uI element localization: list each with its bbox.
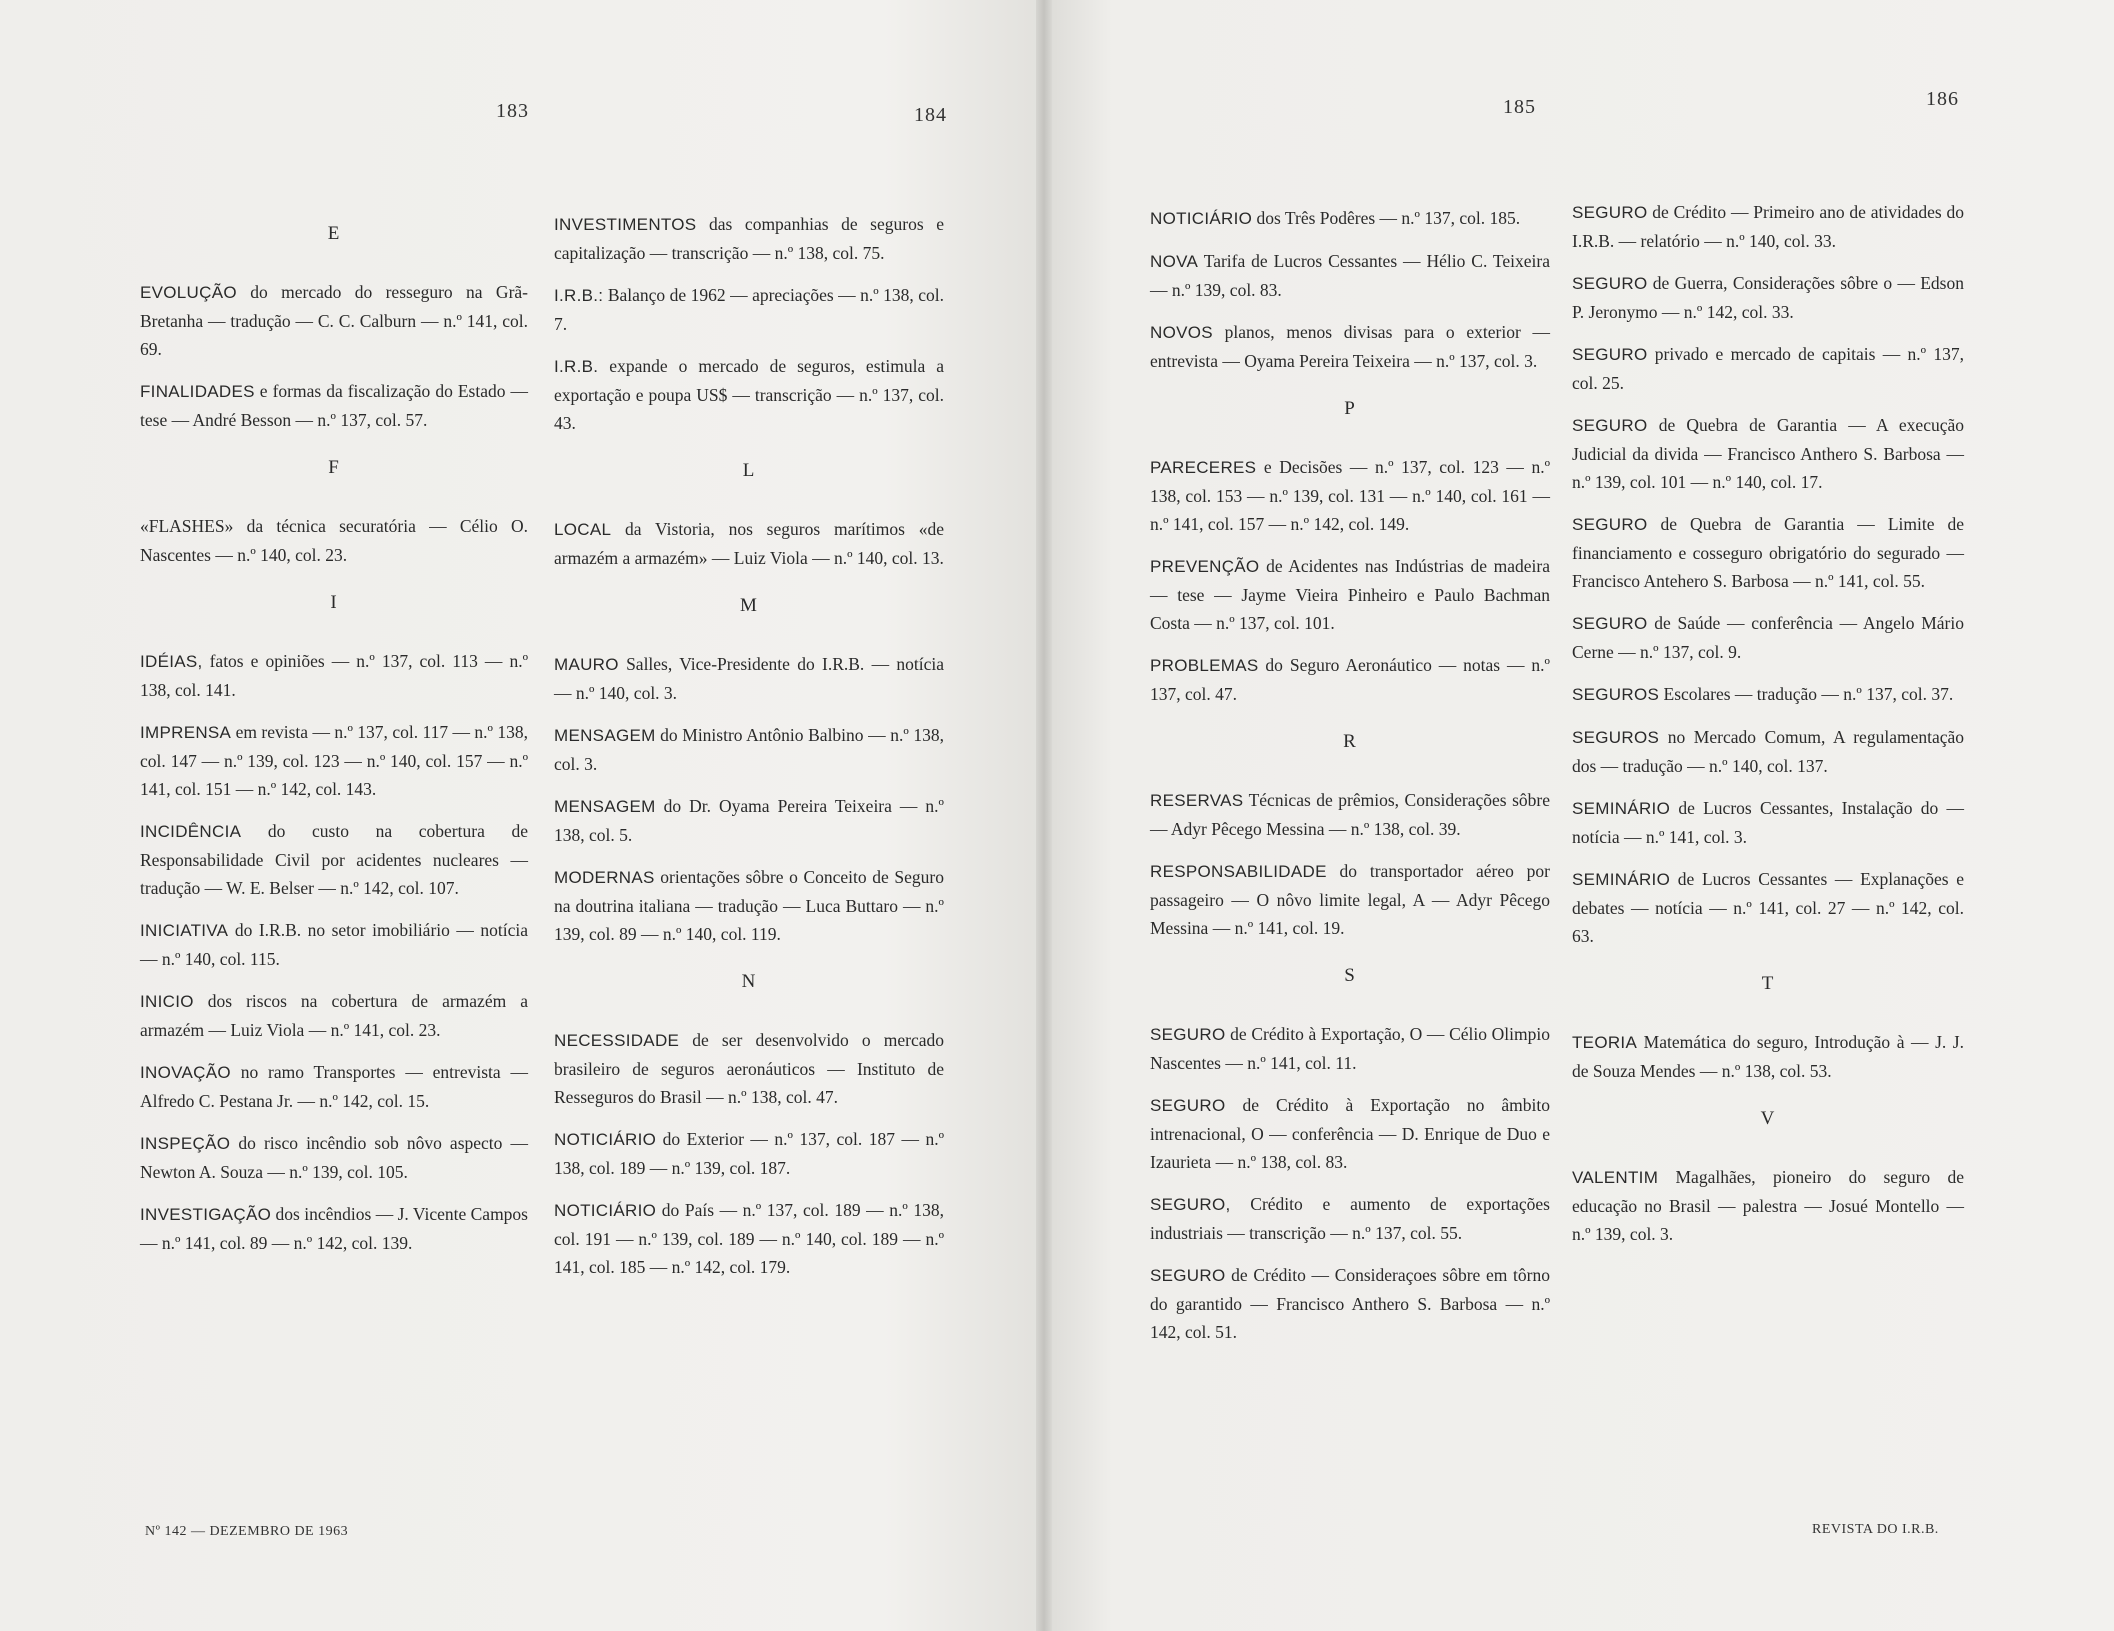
index-entry bbox=[1572, 723, 1964, 780]
entry-text: de Lucros Cessantes — Explanações e debates — notícia — n.º 141, col. 27 — n.º 142, col. 63. bbox=[1572, 869, 1964, 946]
index-entry bbox=[1572, 680, 1964, 709]
entry-text: e formas da fiscalização do Estado — tese — André Besson — n.º 137, col. 57. bbox=[140, 381, 528, 430]
entry-heading: SEMINÁRIO bbox=[1572, 870, 1671, 889]
footer-issue: Nº 142 — DEZEMBRO DE 1963 bbox=[145, 1524, 349, 1539]
entry-text: da Vistoria, nos seguros marítimos «de armazém a armazém» — Luiz Viola — n.º 140, col. 13. bbox=[554, 519, 944, 568]
index-column-3 bbox=[1150, 204, 1550, 1360]
entry-heading: IMPRENSA bbox=[140, 723, 232, 742]
page-number-186: 186 bbox=[1926, 88, 1959, 110]
entry-heading: NOTICIÁRIO bbox=[1150, 209, 1253, 228]
entry-heading: INOVAÇÃO bbox=[140, 1063, 231, 1082]
index-entry bbox=[1572, 269, 1964, 326]
section-letter: M bbox=[740, 595, 758, 616]
entry-text: «FLASHES» da técnica securatória — Célio O. Nascentes — n.º 140, col. 23. bbox=[140, 516, 528, 565]
index-entry bbox=[1572, 1028, 1964, 1085]
section-letter: V bbox=[1760, 1108, 1776, 1129]
entry-heading: RESPONSABILIDADE bbox=[1150, 862, 1327, 881]
entry-text: do custo na cobertura de Responsabilidade Civil por acidentes nucleares — tradução — W. E. Belser — n.º 142, col. 107. bbox=[140, 821, 528, 898]
index-entry bbox=[1150, 1091, 1550, 1176]
entry-heading: MENSAGEM bbox=[554, 797, 656, 816]
index-entry bbox=[1150, 453, 1550, 538]
entry-text: e Decisões — n.º 137, col. 123 — n.º 138, col. 153 — n.º 139, col. 131 — n.º 140, col. 161 — n.º 141, col. 157 — n.º 142, col. 149. bbox=[1150, 457, 1550, 534]
entry-text: planos, menos divisas para o exterior — entrevista — Oyama Pereira Teixeira — n.º 137, col. 3. bbox=[1150, 322, 1550, 371]
entry-text: no Mercado Comum, A regulamentação dos — tradução — n.º 140, col. 137. bbox=[1572, 727, 1964, 776]
entry-heading: INVESTIGAÇÃO bbox=[140, 1205, 272, 1224]
index-entry bbox=[140, 987, 528, 1044]
index-entry bbox=[1150, 786, 1550, 843]
entry-heading: NOTICIÁRIO bbox=[554, 1130, 657, 1149]
entry-heading: MAURO bbox=[554, 655, 619, 674]
section-letter: N bbox=[741, 971, 757, 992]
index-entry bbox=[554, 863, 944, 948]
index-entry bbox=[1150, 552, 1550, 637]
entry-heading: FINALIDADES bbox=[140, 382, 255, 401]
index-entry bbox=[554, 650, 944, 707]
entry-text: do I.R.B. no setor imobiliário — notícia — n.º 140, col. 115. bbox=[140, 920, 528, 969]
entry-heading: IDÉIAS, bbox=[140, 652, 203, 671]
index-entry bbox=[1572, 609, 1964, 666]
index-entry bbox=[1150, 857, 1550, 942]
section-letter: T bbox=[1761, 973, 1775, 994]
entry-text: Tarifa de Lucros Cessantes — Hélio C. Teixeira — n.º 139, col. 83. bbox=[1150, 251, 1550, 300]
entry-text: de ser desenvolvido o mercado brasileiro de seguros aeronáuticos — Instituto de Resseguros do Brasil — n.º 138, col. 47. bbox=[554, 1030, 944, 1107]
index-entry bbox=[140, 1200, 528, 1257]
entry-text: privado e mercado de capitais — n.º 137, col. 25. bbox=[1572, 344, 1964, 393]
entry-text: no ramo Transportes — entrevista — Alfredo C. Pestana Jr. — n.º 142, col. 15. bbox=[140, 1062, 528, 1111]
entry-text: fatos e opiniões — n.º 137, col. 113 — n.º 138, col. 141. bbox=[140, 651, 528, 700]
entry-text: de Crédito à Exportação no âmbito intrenacional, O — conferência — D. Enrique de Duo e Izaurieta — n.º 138, col. 83. bbox=[1150, 1095, 1550, 1172]
entry-heading: I.R.B.: bbox=[554, 286, 604, 305]
index-entry bbox=[554, 210, 944, 267]
entry-heading: MODERNAS bbox=[554, 868, 655, 887]
index-entry bbox=[554, 515, 944, 572]
index-column-2 bbox=[554, 210, 944, 1295]
section-letter: P bbox=[1344, 398, 1356, 419]
index-entry bbox=[1572, 411, 1964, 496]
index-entry bbox=[140, 512, 528, 569]
entry-text: do risco incêndio sob nôvo aspecto — Newton A. Souza — n.º 139, col. 105. bbox=[140, 1133, 528, 1182]
index-entry bbox=[1572, 794, 1964, 851]
entry-text: de Crédito — Primeiro ano de atividades do I.R.B. — relatório — n.º 140, col. 33. bbox=[1572, 202, 1964, 251]
entry-heading: SEMINÁRIO bbox=[1572, 799, 1671, 818]
index-entry bbox=[1572, 510, 1964, 595]
index-entry bbox=[554, 1125, 944, 1182]
index-entry bbox=[554, 792, 944, 849]
entry-text: do transportador aéreo por passageiro — O nôvo limite legal, A — Adyr Pêcego Messina — n.º 141, col. 19. bbox=[1150, 861, 1550, 938]
index-entry bbox=[554, 1196, 944, 1281]
entry-text: dos incêndios — J. Vicente Campos — n.º 141, col. 89 — n.º 142, col. 139. bbox=[140, 1204, 528, 1253]
index-entry bbox=[140, 916, 528, 973]
entry-text: Balanço de 1962 — apreciações — n.º 138, col. 7. bbox=[554, 285, 944, 334]
section-letter: S bbox=[1344, 965, 1356, 986]
section-letter: E bbox=[327, 223, 341, 244]
entry-heading: SEGURO bbox=[1572, 614, 1648, 633]
index-column-4 bbox=[1572, 198, 1964, 1262]
entry-heading: NECESSIDADE bbox=[554, 1031, 680, 1050]
index-entry bbox=[140, 1058, 528, 1115]
entry-heading: SEGURO bbox=[1572, 416, 1648, 435]
index-entry bbox=[1150, 318, 1550, 375]
entry-heading: SEGURO bbox=[1572, 345, 1648, 364]
entry-text: orientações sôbre o Conceito de Seguro na doutrina italiana — tradução — Luca Buttaro — n.º 139, col. 89 — n.º 140, col. 119. bbox=[554, 867, 944, 944]
section-letter: R bbox=[1343, 731, 1357, 752]
entry-heading: TEORIA bbox=[1572, 1033, 1638, 1052]
entry-heading: SEGURO bbox=[1572, 274, 1648, 293]
entry-text: de Guerra, Considerações sôbre o — Edson P. Jeronymo — n.º 142, col. 33. bbox=[1572, 273, 1964, 322]
entry-text: em revista — n.º 137, col. 117 — n.º 138, col. 147 — n.º 139, col. 123 — n.º 140, col. 157 — n.º 141, col. 151 — n.º 142, col. 143. bbox=[140, 722, 528, 799]
entry-text: de Saúde — conferência — Angelo Mário Cerne — n.º 137, col. 9. bbox=[1572, 613, 1964, 662]
entry-text: Salles, Vice-Presidente do I.R.B. — notícia — n.º 140, col. 3. bbox=[554, 654, 944, 703]
index-entry bbox=[140, 817, 528, 902]
entry-text: de Quebra de Garantia — Limite de financiamento e cosseguro obrigatório do segurado — Francisco Antehero S. Barbosa — n.º 141, col. 55. bbox=[1572, 514, 1964, 591]
index-entry bbox=[1572, 865, 1964, 950]
index-entry bbox=[1572, 340, 1964, 397]
index-entry bbox=[554, 352, 944, 437]
index-entry bbox=[1150, 651, 1550, 708]
index-column-1 bbox=[140, 200, 528, 1271]
index-entry bbox=[1150, 1020, 1550, 1077]
entry-text: Escolares — tradução — n.º 137, col. 37. bbox=[1659, 684, 1954, 704]
index-entry bbox=[140, 1129, 528, 1186]
index-entry bbox=[554, 721, 944, 778]
entry-heading: INICIO bbox=[140, 992, 194, 1011]
entry-heading: NOVOS bbox=[1150, 323, 1213, 342]
entry-heading: INCIDÊNCIA bbox=[140, 822, 242, 841]
entry-text: do Ministro Antônio Balbino — n.º 138, col. 3. bbox=[554, 725, 944, 774]
entry-heading: RESERVAS bbox=[1150, 791, 1244, 810]
entry-text: Crédito e aumento de exportações industriais — transcrição — n.º 137, col. 55. bbox=[1150, 1194, 1550, 1243]
index-entry bbox=[1150, 204, 1550, 233]
entry-text: Matemática do seguro, Introdução à — J. J. de Souza Mendes — n.º 138, col. 53. bbox=[1572, 1032, 1964, 1081]
page-number-183: 183 bbox=[496, 100, 529, 122]
section-letter: F bbox=[328, 457, 340, 478]
entry-text: Magalhães, pioneiro do seguro de educação no Brasil — palestra — Josué Montello — n.º 139, col. 3. bbox=[1572, 1167, 1964, 1244]
entry-heading: MENSAGEM bbox=[554, 726, 656, 745]
entry-heading: INVESTIMENTOS bbox=[554, 215, 697, 234]
entry-heading: SEGUROS bbox=[1572, 728, 1660, 747]
entry-heading: VALENTIM bbox=[1572, 1168, 1659, 1187]
entry-text: Técnicas de prêmios, Considerações sôbre — Adyr Pêcego Messina — n.º 138, col. 39. bbox=[1150, 790, 1550, 839]
index-entry bbox=[1150, 1190, 1550, 1247]
entry-heading: SEGURO bbox=[1150, 1266, 1226, 1285]
entry-text: do mercado do resseguro na Grã-Bretanha — tradução — C. C. Calburn — n.º 141, col. 69. bbox=[140, 282, 528, 359]
entry-heading: EVOLUÇÃO bbox=[140, 283, 237, 302]
entry-text: de Crédito à Exportação, O — Célio Olimpio Nascentes — n.º 141, col. 11. bbox=[1150, 1024, 1550, 1073]
entry-heading: INICIATIVA bbox=[140, 921, 229, 940]
book-gutter bbox=[1036, 0, 1052, 1631]
entry-heading: PARECERES bbox=[1150, 458, 1257, 477]
entry-text: do Dr. Oyama Pereira Teixeira — n.º 138, col. 5. bbox=[554, 796, 944, 845]
entry-text: do Seguro Aeronáutico — notas — n.º 137, col. 47. bbox=[1150, 655, 1550, 704]
page-number-184: 184 bbox=[914, 104, 947, 126]
entry-text: de Lucros Cessantes, Instalação do — notícia — n.º 141, col. 3. bbox=[1572, 798, 1964, 847]
entry-heading: NOTICIÁRIO bbox=[554, 1201, 657, 1220]
index-entry bbox=[554, 281, 944, 338]
entry-text: de Crédito — Consideraçoes sôbre em tôrno do garantido — Francisco Anthero S. Barbosa — n.º 142, col. 51. bbox=[1150, 1265, 1550, 1342]
entry-text: de Acidentes nas Indústrias de madeira — tese — Jayme Vieira Pinheiro e Paulo Bachman Costa — n.º 137, col. 101. bbox=[1150, 556, 1550, 633]
entry-heading: PROBLEMAS bbox=[1150, 656, 1259, 675]
entry-heading: NOVA bbox=[1150, 252, 1199, 271]
entry-heading: SEGURO bbox=[1150, 1025, 1226, 1044]
entry-heading: SEGUROS bbox=[1572, 685, 1660, 704]
entry-text: das companhias de seguros e capitalização — transcrição — n.º 138, col. 75. bbox=[554, 214, 944, 263]
index-entry bbox=[140, 718, 528, 803]
index-entry bbox=[1572, 198, 1964, 255]
index-entry bbox=[140, 278, 528, 363]
entry-heading: I.R.B. bbox=[554, 357, 599, 376]
index-entry bbox=[140, 647, 528, 704]
entry-heading: LOCAL bbox=[554, 520, 612, 539]
entry-heading: PREVENÇÃO bbox=[1150, 557, 1260, 576]
entry-text: expande o mercado de seguros, estimula a exportação e poupa US$ — transcrição — n.º 137, col. 43. bbox=[554, 356, 944, 433]
entry-text: do Exterior — n.º 137, col. 187 — n.º 138, col. 189 — n.º 139, col. 187. bbox=[554, 1129, 944, 1178]
entry-heading: SEGURO bbox=[1572, 203, 1648, 222]
index-entry bbox=[1150, 247, 1550, 304]
entry-text: dos riscos na cobertura de armazém a armazém — Luiz Viola — n.º 141, col. 23. bbox=[140, 991, 528, 1040]
entry-heading: SEGURO bbox=[1572, 515, 1648, 534]
entry-text: do País — n.º 137, col. 189 — n.º 138, col. 191 — n.º 139, col. 189 — n.º 140, col. 189 — n.º 141, col. 185 — n.º 142, col. 179. bbox=[554, 1200, 944, 1277]
index-entry bbox=[140, 377, 528, 434]
footer-journal: REVISTA DO I.R.B. bbox=[1812, 1522, 1939, 1537]
section-letter: L bbox=[742, 460, 756, 481]
index-entry bbox=[554, 1026, 944, 1111]
index-entry bbox=[1572, 1163, 1964, 1248]
page-number-185: 185 bbox=[1503, 96, 1536, 118]
entry-heading: SEGURO bbox=[1150, 1096, 1226, 1115]
entry-heading: SEGURO, bbox=[1150, 1195, 1231, 1214]
index-entry bbox=[1150, 1261, 1550, 1346]
section-letter: I bbox=[330, 592, 338, 613]
entry-text: de Quebra de Garantia — A execução Judicial da divida — Francisco Anthero S. Barbosa — n.º 139, col. 101 — n.º 140, col. 17. bbox=[1572, 415, 1964, 492]
entry-text: dos Três Podêres — n.º 137, col. 185. bbox=[1252, 208, 1521, 228]
entry-heading: INSPEÇÃO bbox=[140, 1134, 231, 1153]
